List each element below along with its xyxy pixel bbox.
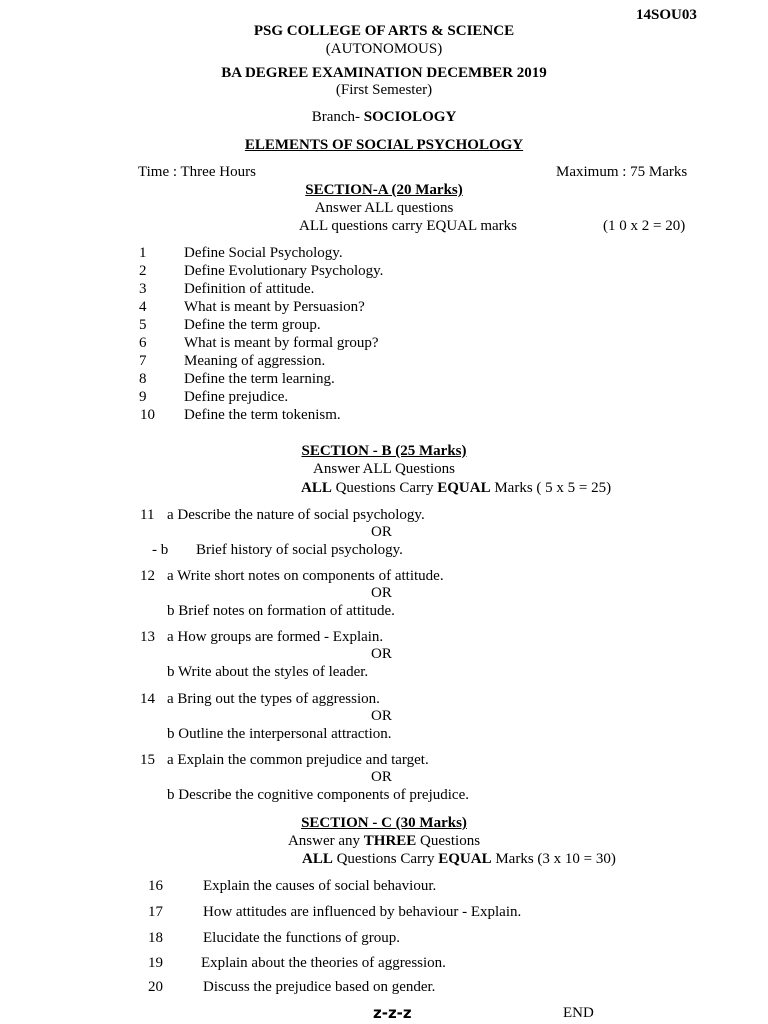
or-separator: OR [371, 646, 392, 662]
question-number: 13 [140, 629, 155, 645]
question-number: 11 [140, 507, 155, 523]
end-marker-zzz: z-z-z [373, 1004, 412, 1022]
question-part-b-label: - b [152, 542, 169, 558]
branch-prefix: Branch- [311, 109, 361, 125]
question-number: 8 [139, 371, 147, 387]
question-number: 9 [139, 389, 147, 405]
section-a-title: SECTION-A (20 Marks) [305, 182, 463, 198]
question-number: 2 [139, 263, 147, 279]
paper-title: ELEMENTS OF SOCIAL PSYCHOLOGY [244, 137, 524, 153]
branch-name: SOCIOLOGY [363, 109, 457, 125]
or-separator: OR [371, 708, 392, 724]
question-text: Define the term learning. [184, 371, 335, 387]
question-number: 14 [140, 691, 155, 707]
section-c-equal-marks: ALL Questions Carry EQUAL Marks (3 x 10 = 30) [302, 851, 616, 867]
question-part-b: Brief history of social psychology. [196, 542, 403, 558]
question-number: 10 [140, 407, 155, 423]
time-label: Time : Three Hours [138, 164, 256, 180]
exam-title: BA DEGREE EXAMINATION DECEMBER 2019 [221, 65, 547, 81]
or-separator: OR [371, 585, 392, 601]
question-text: Define the term group. [184, 317, 321, 333]
question-part-a: a Explain the common prejudice and target. [167, 752, 429, 768]
question-number: 15 [140, 752, 155, 768]
or-separator: OR [371, 524, 392, 540]
section-b-equal-marks: ALL Questions Carry EQUAL Marks ( 5 x 5 = 25) [301, 480, 612, 496]
question-number: 18 [148, 930, 163, 946]
question-part-b: b Brief notes on formation of attitude. [167, 603, 395, 619]
question-text: What is meant by Persuasion? [184, 299, 365, 315]
question-text: Explain about the theories of aggression. [201, 955, 446, 971]
paper-code: 14SOU03 [636, 7, 697, 23]
question-number: 3 [139, 281, 147, 297]
question-number: 5 [139, 317, 147, 333]
question-text: What is meant by formal group? [184, 335, 379, 351]
branch-line [0, 108, 768, 126]
section-b-instruction: Answer ALL Questions [313, 461, 455, 477]
question-text: Definition of attitude. [184, 281, 315, 297]
question-number: 17 [148, 904, 163, 920]
section-c-title: SECTION - C (30 Marks) [301, 815, 467, 831]
question-number: 12 [140, 568, 155, 584]
question-text: Meaning of aggression. [184, 353, 326, 369]
question-part-b: b Describe the cognitive components of prejudice. [167, 787, 469, 803]
question-text: Define Social Psychology. [184, 245, 343, 261]
question-part-a: a Write short notes on components of attitude. [167, 568, 444, 584]
question-text: Explain the causes of social behaviour. [203, 878, 437, 894]
question-text: Define prejudice. [184, 389, 289, 405]
section-b-title: SECTION - B (25 Marks) [301, 443, 467, 459]
question-text: Discuss the prejudice based on gender. [203, 979, 436, 995]
question-part-b: b Write about the styles of leader. [167, 664, 369, 680]
question-part-b: b Outline the interpersonal attraction. [167, 726, 392, 742]
question-part-a: a Bring out the types of aggression. [167, 691, 380, 707]
question-text: Elucidate the functions of group. [203, 930, 401, 946]
section-c-instruction: Answer any THREE Questions [287, 833, 481, 849]
question-number: 6 [139, 335, 147, 351]
or-separator: OR [371, 769, 392, 785]
end-label: END [563, 1005, 594, 1021]
section-a-equal-marks: ALL questions carry EQUAL marks [299, 218, 517, 234]
question-text: Define the term tokenism. [184, 407, 341, 423]
section-a-instruction: Answer ALL questions [314, 200, 454, 216]
autonomous-label: (AUTONOMOUS) [325, 41, 443, 57]
section-a-marks-calc: (1 0 x 2 = 20) [603, 218, 686, 234]
question-number: 7 [139, 353, 147, 369]
question-number: 4 [139, 299, 147, 315]
question-number: 16 [148, 878, 163, 894]
college-name: PSG COLLEGE OF ARTS & SCIENCE [253, 23, 515, 39]
semester-label: (First Semester) [335, 82, 433, 98]
max-marks-label: Maximum : 75 Marks [556, 164, 688, 180]
question-number: 1 [139, 245, 147, 261]
question-part-a: a How groups are formed - Explain. [167, 629, 384, 645]
question-number: 20 [148, 979, 163, 995]
question-text: Define Evolutionary Psychology. [184, 263, 384, 279]
question-number: 19 [148, 955, 163, 971]
question-text: How attitudes are influenced by behaviour - Explain. [203, 904, 522, 920]
question-part-a: a Describe the nature of social psychology. [167, 507, 425, 523]
